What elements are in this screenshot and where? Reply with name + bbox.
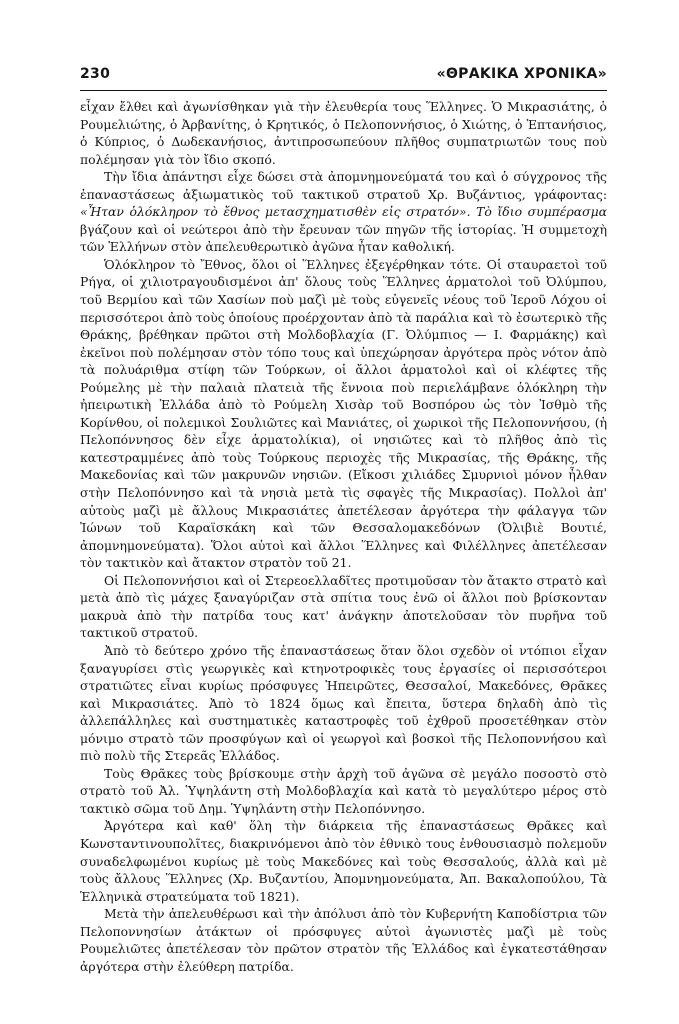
paragraph-4: Οἱ Πελοποννήσιοι καὶ οἱ Στερεοελλαδῖτες προτιμοῦσαν τὸν ἄτακτο στρατὸ καὶ μετὰ ἀπὸ τὶς μάχες ξαναγύριζαν στὰ σπίτια τους ἐνῶ οἱ ἄλλοι ποὺ βρίσκονταν μακρυὰ ἀπὸ τὴν πατρίδα τους κατ' ἀνάγκην ἀποτελοῦσαν τὸν πυρῆνα τοῦ τακτικοῦ στρατοῦ. [80, 572, 607, 641]
running-header [80, 66, 607, 88]
paragraph-6: Τοὺς Θρᾶκες τοὺς βρίσκουμε στὴν ἀρχὴ τοῦ ἀγῶνα σὲ μεγάλο ποσοστὸ στὸ στρατὸ τοῦ Ἀλ. Ὑψηλάντη στὴ Μολδοβλαχία καὶ κατὰ τὸ μεγαλύτερο μέρος στὸ τακτικὸ σῶμα τοῦ Δημ. Ὑψηλάντη στὴν Πελοπόννησο. [80, 765, 607, 816]
paragraph-2-tail: βγάζουν καὶ οἱ νεώτεροι ἀπὸ τὴν ἔρευναν τῶν πηγῶν τῆς ἱστορίας. Ἡ συμμετοχὴ τῶν Ἑλλήνων στὸν ἀπελευθερωτικὸ ἀγῶνα ἦταν καθολική. [80, 221, 607, 255]
journal-title: «ΘΡΑΚΙΚΑ ΧΡΟΝΙΚΑ» [436, 66, 607, 82]
paragraph-7: Ἀργότερα καὶ καθ' ὅλη τὴν διάρκεια τῆς ἐπαναστάσεως Θρᾶκες καὶ Κωνσταντινουπολῖτες, διακρινόμενοι ἀπὸ τὸν ἐθνικὸ τους ἐνθουσιασμὸ πολεμοῦν συναδελφωμένοι κυρίως μὲ τοὺς Μακεδόνες καὶ τοὺς Θεσσαλούς, ἀλλὰ καὶ μὲ τοὺς ἄλλους Ἕλληνες (Χρ. Βυζαντίου, Ἀπομνημονεύματα, Ἀπ. Βακαλοπούλου, Τὰ Ἑλληνικὰ στρατεύματα τοῦ 1821). [80, 818, 607, 904]
header-rule [80, 90, 607, 91]
paragraph-1: εἶχαν ἔλθει καὶ ἀγωνίσθηκαν γιὰ τὴν ἐλευθερία τους Ἕλληνες. Ὁ Μικρασιάτης, ὁ Ρουμελιώτης, ὁ Ἀρβανίτης, ὁ Κρητικός, ὁ Πελοποννήσιος, ὁ Χιώτης, ὁ Ἑπτανήσιος, ὁ Κύπριος, ὁ Δωδεκανήσιος, ἀντιπροσωπεύουν πλῆθος συμπατριωτῶν τους ποὺ πολέμησαν γιὰ τὸν ἴδιο σκοπό. [80, 99, 607, 167]
paragraph-8: Μετὰ τὴν ἀπελευθέρωσι καὶ τὴν ἀπόλυσι ἀπὸ τὸν Κυβερνήτη Καποδίστρια τῶν Πελοποννησίων ἀτάκτων οἱ πρόσφυγες αὐτοὶ ἀγωνιστὲς μαζὶ μὲ τοὺς Ρουμελιῶτες ἀπετέλεσαν τὸν πρῶτον στρατὸν τῆς Ἑλλάδος καὶ ἐγκατεστάθησαν ἀργότερα στὴν ἐλεύθερη πατρίδα. [80, 906, 607, 974]
paragraph-2 [80, 168, 607, 256]
paragraph-5: Ἀπὸ τὸ δεύτερο χρόνο τῆς ἐπαναστάσεως ὅταν ὅλοι σχεδὸν οἱ ντόπιοι εἶχαν ξαναγυρίσει στὶς γεωργικὲς καὶ κτηνοτροφικὲς τους ἐργασίες οἱ περισσότεροι στρατιῶτες εἶναι κυρίως πρόσφυγες Ἠπειρῶτες, Θεσσαλοί, Μακεδόνες, Θρᾶκες καὶ Μικρασιάτες. Ἀπὸ τὸ 1824 ὅμως καὶ ἔπειτα, ὕστερα δηλαδὴ ἀπὸ τὶς ἀλλεπάλληλες καὶ συστηματικὲς καταστροφὲς τοῦ ἐχθροῦ προσετέθηκαν στὸν μόνιμο στρατὸ τῶν προσφύγων καὶ οἱ γεωργοὶ καὶ βοσκοὶ τῆς Πελοποννήσου καὶ πιὸ πολὺ τῆς Στερεᾶς Ἑλλάδος. [80, 642, 607, 764]
byzantios-quote: «Ἦταν ὁλόκληρον τὸ ἔθνος μετασχηματισθὲν εἰς στρατόν». Τὸ ἴδιο συμπέρασμα [80, 204, 607, 220]
page-number: 230 [80, 66, 111, 82]
article-body [80, 98, 607, 975]
paragraph-3: Ὁλόκληρον τὸ Ἔθνος, ὅλοι οἱ Ἕλληνες ἐξεγέρθηκαν τότε. Οἱ σταυραετοὶ τοῦ Ρήγα, οἱ χιλιοτραγουδισμένοι ἀπ' ὅλους τοὺς Ἕλληνες ἁρματολοὶ τοῦ Ὀλύμπου, τοῦ Βερμίου καὶ τῶν Χασίων ποὺ μαζὶ μὲ τοὺς εὐγενεῖς νέους τοῦ Ἱεροῦ Λόχου οἱ περισσότεροι ἀπὸ τοὺς ὁποίους προέρχονταν ἀπὸ τὰ παράλια καὶ τὸ ἐσωτερικὸ τῆς Θράκης, βρέθηκαν πρῶτοι στὴ Μολδοβλαχία (Γ. Ὀλύμπιος — Ι. Φαρμάκης) καὶ ἐκεῖνοι ποὺ πολέμησαν στὸν τόπο τους καὶ ὑπεχώρησαν ἀργότερα πρὸς νότον ἀπὸ τὰ πολυάριθμα στίφη τῶν Τούρκων, οἱ ἄλλοι ἁρματολοὶ καὶ οἱ κλέφτες τῆς Ρούμελης μὲ τὴν παλαιὰ πλατειὰ τῆς ἔννοια ποὺ περιελάμβανε ὁλόκληρη τὴν ἠπειρωτικὴ Ἑλλάδα ἀπὸ τὸ Ρούμελη Χισὰρ τοῦ Βοσπόρου ὡς τὸν Ἰσθμὸ τῆς Κορίνθου, οἱ πολεμικοὶ Σουλιῶτες καὶ Μανιάτες, οἱ χωρικοὶ τῆς Πελοποννήσου, (ἡ Πελοπόννησος δὲν εἶχε ἁρματολίκια), οἱ νησιῶτες καὶ τὸ πλῆθος ἀπὸ τὶς κατεστραμμένες ἀπὸ τοὺς Τούρκους περιοχὲς τῆς Μικρασίας, τῆς Θράκης, τῆς Μακεδονίας καὶ τῶν μακρυνῶν νησιῶν. (Εἴκοσι χιλιάδες Σμυρνιοὶ μόνον ἦλθαν στὴν Πελοπόννησο καὶ τὰ νησιὰ μετὰ τὶς σφαγὲς τῆς Μικρασίας). Πολλοὶ ἀπ' αὐτοὺς μαζὶ μὲ ἄλλους Μικρασιάτες ἀπετέλεσαν ἀργότερα τὴν φάλαγγα τῶν Ἰώνων τοῦ Καραϊσκάκη καὶ τῶν Θεσσαλομακεδόνων (Ὀλιβιὲ Βουτιέ, ἀπομνημονεύματα). Ὅλοι αὐτοὶ καὶ ἄλλοι Ἕλληνες καὶ Φιλέλληνες ἀπετέλεσαν τὸν τακτικὸν καὶ ἄτακτον στρατὸν τοῦ 21. [80, 256, 607, 571]
paragraph-2-lead: Τὴν ἴδια ἀπάντησι εἶχε δώσει στὰ ἀπομνημονεύματά του καὶ ὁ σύγχρονος τῆς ἐπαναστάσεως ἀξιωματικὸς τοῦ τακτικοῦ στρατοῦ Χρ. Βυζάντιος, γράφοντας: [80, 169, 607, 202]
